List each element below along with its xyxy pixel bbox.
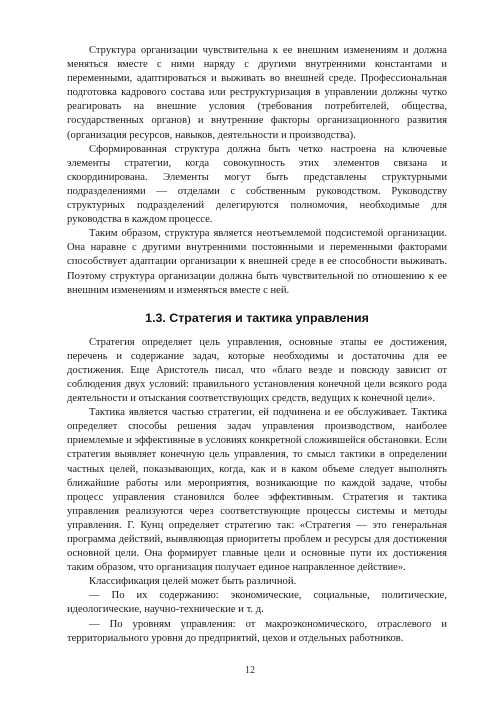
section-heading: 1.3. Стратегия и тактика управления — [145, 310, 369, 325]
paragraph-formed-structure: Сформированная структура должна быть четко настроена на ключевые элементы стратегии, когда совокупность этих элементов связана и скоординирована. Элементы могут быть представлены структурными подразделениями — отделами с собственным руководством. Руководству структурных подразделений делегируются полномочия, необходимые для руководства в каждом процессе. — [67, 143, 447, 226]
page-number: 12 — [245, 665, 255, 676]
paragraph-goal-classification: Классификация целей может быть различной. — [89, 576, 297, 588]
paragraph-strategy-definition: Стратегия определяет цель управления, основные этапы ее достижения, перечень и содержание задач, которые необходимы и достаточны для ее достижения. Еще Аристотель писал, что «благо везде и повсюду зависит от соблюдения двух условий: правильного установления конечной цели всякого рода деятельности и отыскания соответствующих средств, ведущих к конечной цели». — [67, 336, 447, 405]
paragraph-goals-by-content: — По их содержанию: экономические, социальные, политические, идеологические, научно-технические и т. д. — [67, 590, 447, 616]
paragraph-tactics-definition: Тактика является частью стратегии, ей подчинена и ее обслуживает. Тактика определяет способы решения задач управления производством, наиболее приемлемые и эффективные в условиях конкретной сложившейся обстановки. Если стратегия выявляет конечную цель управления, то смысл тактики в определении частных целей, показывающих, когда, как и в каком объеме следует выполнять ближайшие работы или мероприятия, возникающие по каждой задаче, чтобы процесс управления становился более эффективным. Стратегия и тактика управления реализуются через соответствующие процессы системы и методы управления. Г. Кунц определяет стратегию так: «Стратегия — это генеральная программа действий, выявляющая приоритеты проблем и ресурсы для достижения основной цели. Она формирует главные цели и основные пути их достижения таким образом, что организация получает единое направленное действие». — [67, 407, 447, 574]
page-body — [67, 44, 447, 646]
paragraph-goals-by-level: — По уровням управления: от макроэкономического, отраслевого и территориального уровня до предприятий, цехов и отдельных работников. — [67, 618, 447, 644]
paragraph-structure-conclusion: Таким образом, структура является неотъемлемой подсистемой организации. Она наравне с другими внутренними постоянными и переменными факторами способствует адаптации организации к внешней среде в ее способности выживать. Поэтому структура организации должна быть чувствительной по отношению к ее внешним изменениям и изменяться вместе с ней. — [67, 228, 447, 296]
paragraph-structure-sensitivity: Структура организации чувствительна к ее внешним изменениям и должна меняться вместе с ними наряду с другими внутренними константами и переменными, адаптироваться и выживать во внешней среде. Профессиональная подготовка кадрового состава или реструктуризация в управлении должны чутко реагировать на внешние условия (требования потребителей, общества, государственных органов) и внутренние факторы организационного развития (организация ресурсов, навыков, деятельности и производства). — [67, 45, 447, 141]
